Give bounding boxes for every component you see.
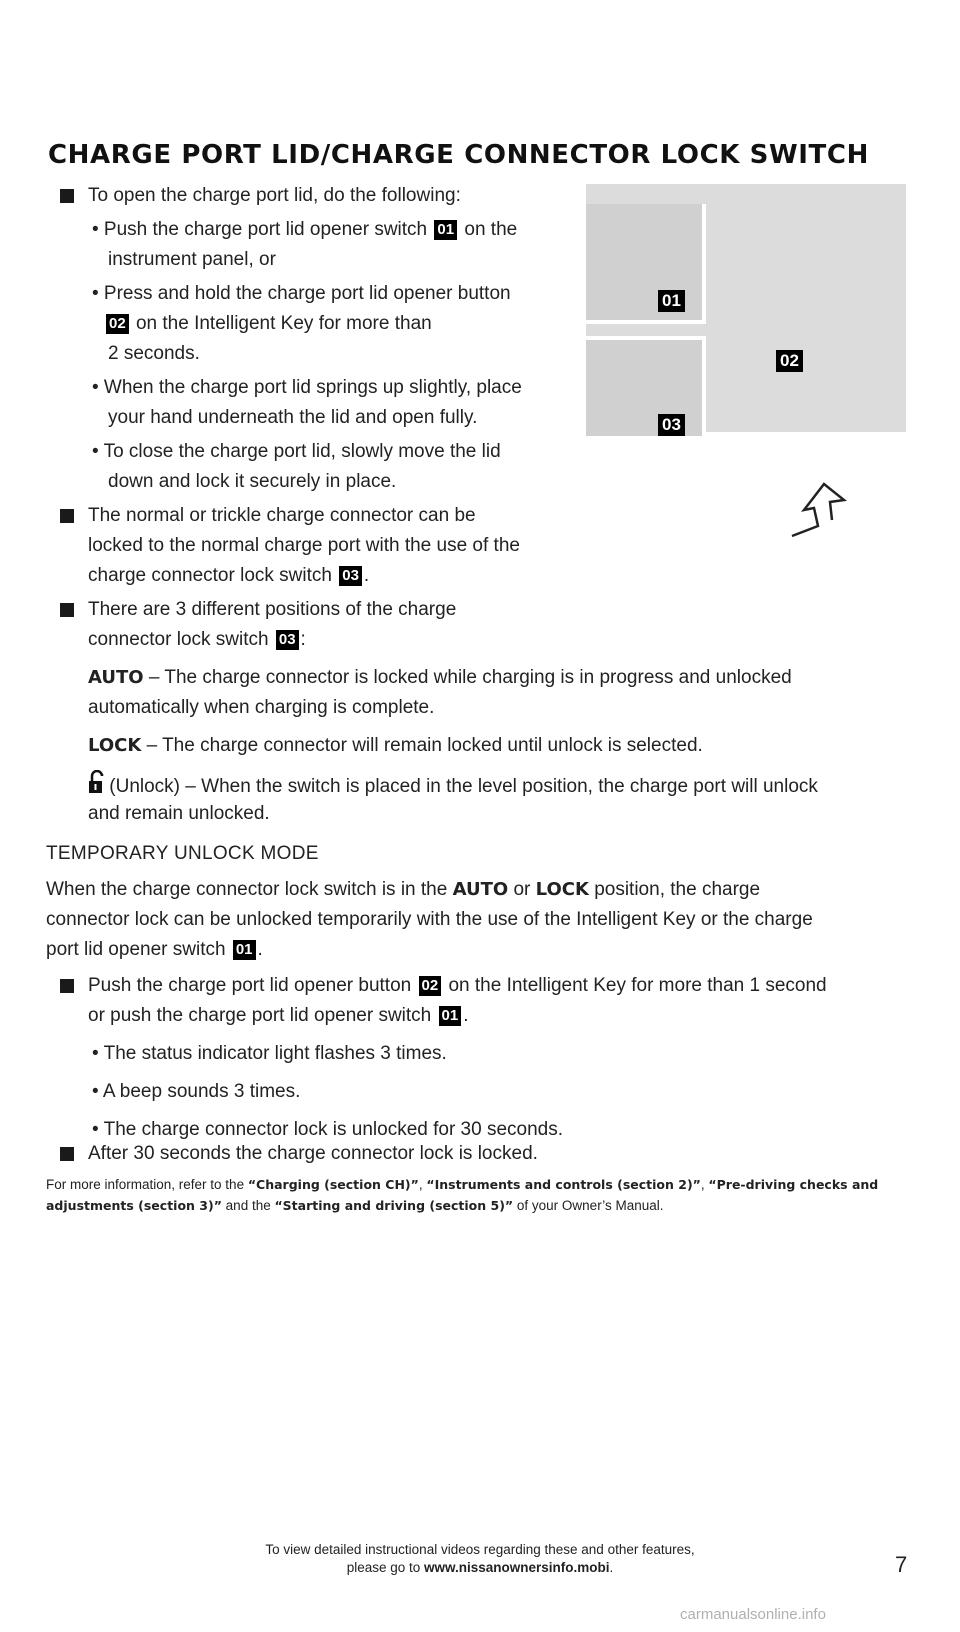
bullet-marker	[60, 979, 74, 993]
figure-panel-key	[706, 184, 906, 432]
unlock-padlock-icon	[88, 770, 104, 794]
bottom-notice	[200, 1541, 760, 1577]
bullet-marker	[60, 603, 74, 617]
callout-03: 03	[276, 630, 299, 650]
step-text: 02 on the Intelligent Key for more than	[104, 310, 432, 338]
step-close-lid: • To close the charge port lid, slowly move the lid	[92, 441, 501, 462]
bottom-notice-line: To view detailed instructional videos regarding these and other features,	[265, 1542, 695, 1557]
step-unlocked: • The charge connector lock is unlocked for 30 seconds.	[92, 1119, 564, 1140]
bullet-after-30s: After 30 seconds the charge connector lock is locked.	[88, 1143, 538, 1164]
bullet-text: connector lock switch 03 :	[88, 629, 306, 650]
bullet-marker	[60, 1147, 74, 1161]
step-push-switch: • Push the charge port lid opener switch 01 on the	[92, 219, 518, 240]
position-lock: LOCK – The charge connector will remain locked until unlock is selected.	[88, 735, 703, 756]
temp-paragraph-line: port lid opener switch 01 .	[46, 939, 263, 960]
temp-paragraph-line: connector lock can be unlocked temporarily with the use of the Intelligent Key or the charge	[46, 909, 813, 930]
bullet-text: locked to the normal charge port with the use of the	[88, 535, 520, 556]
callout-02: 02	[106, 314, 129, 334]
bullet-marker	[60, 509, 74, 523]
bullet-connector-locked: The normal or trickle charge connector can be	[88, 505, 476, 526]
callout-03: 03	[339, 566, 362, 586]
website-link[interactable]: www.nissanownersinfo.mobi	[424, 1560, 610, 1575]
diagram-figure	[586, 184, 906, 432]
bottom-notice-line: please go to www.nissanownersinfo.mobi.	[346, 1560, 614, 1575]
bullet-text: charge connector lock switch 03 .	[88, 565, 370, 586]
page-number: 7	[895, 1552, 908, 1577]
callout-01: 01	[439, 1006, 462, 1026]
position-unlock: (Unlock) – When the switch is placed in the level position, the charge port will unlock	[88, 770, 818, 801]
step-text: down and lock it securely in place.	[108, 471, 397, 492]
page-title: CHARGE PORT LID/CHARGE CONNECTOR LOCK SWITCH	[48, 140, 869, 170]
bullet-open-lid: To open the charge port lid, do the following:	[88, 185, 461, 206]
step-text: instrument panel, or	[108, 249, 276, 270]
temp-paragraph: When the charge connector lock switch is in the AUTO or LOCK position, the charge	[46, 879, 761, 900]
callout-02: 02	[419, 976, 442, 996]
step-text: 2 seconds.	[108, 343, 200, 364]
bullet-push-button: Push the charge port lid opener button 02 on the Intelligent Key for more than 1 second	[88, 975, 827, 996]
watermark: carmanualsonline.info	[680, 1606, 826, 1623]
bullet-text: or push the charge port lid opener switch 01 .	[88, 1005, 469, 1026]
step-press-hold: • Press and hold the charge port lid opener button	[92, 283, 511, 304]
figure-callout-02: 02	[776, 350, 803, 372]
figure-callout-01: 01	[658, 290, 685, 312]
bullet-three-positions: There are 3 different positions of the charge	[88, 599, 457, 620]
callout-01: 01	[434, 220, 457, 240]
figure-panel-switch	[586, 336, 706, 436]
figure-panel-instrument	[586, 204, 706, 324]
step-beep: • A beep sounds 3 times.	[92, 1081, 301, 1102]
step-lid-springs: • When the charge port lid springs up slightly, place	[92, 377, 522, 398]
step-status-light: • The status indicator light flashes 3 times.	[92, 1043, 447, 1064]
position-auto: AUTO – The charge connector is locked while charging is in progress and unlocked	[88, 667, 792, 688]
section-heading-temporary-unlock: TEMPORARY UNLOCK MODE	[46, 843, 319, 864]
figure-callout-03: 03	[658, 414, 685, 436]
footnote-references: For more information, refer to the “Charging (section CH)”, “Instruments and controls (section 2)”, “Pre-driving checks and adjustments (section 3)” and the “Starting and driving (section 5)” of your Owner’s Manual.	[46, 1177, 879, 1213]
ev-lightning-icon	[790, 478, 850, 548]
callout-01: 01	[233, 940, 256, 960]
step-text: your hand underneath the lid and open fully.	[108, 407, 478, 428]
bullet-marker	[60, 189, 74, 203]
position-text: automatically when charging is complete.	[88, 697, 435, 718]
position-text: and remain unlocked.	[88, 803, 270, 824]
